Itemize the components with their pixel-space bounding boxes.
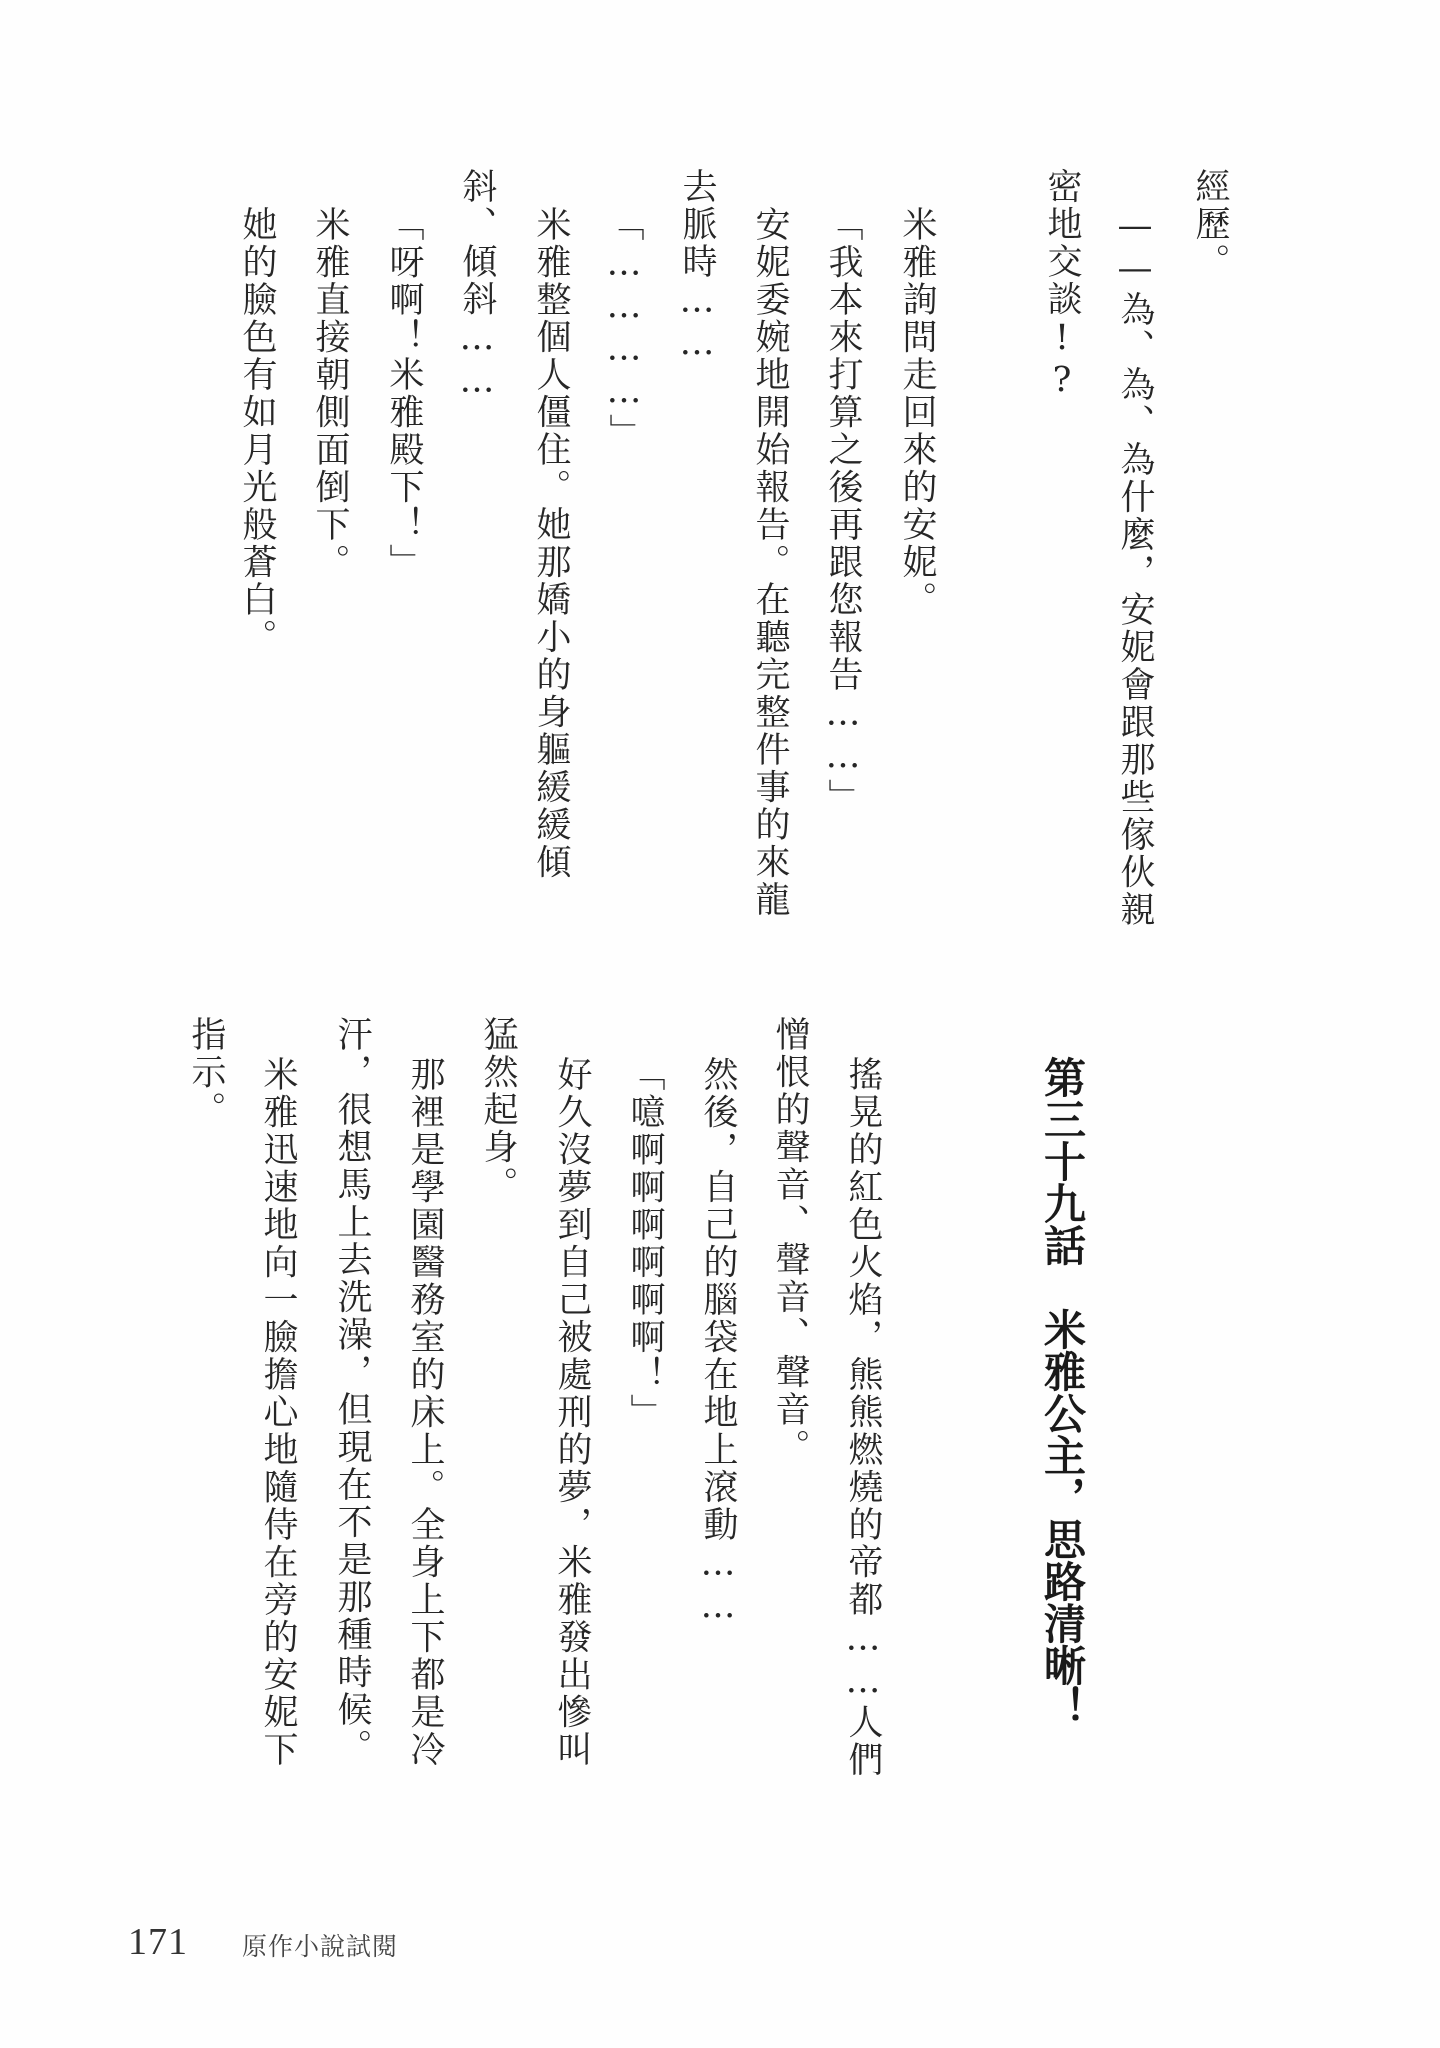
text-column-upper-5: 「我本來打算之後再跟您報告……」 — [823, 206, 863, 816]
text-column-upper-2: ——為、為、為什麼，安妮會跟那些傢伙親 — [1115, 206, 1155, 929]
text-column-upper-11: 「呀啊！米雅殿下！」 — [384, 206, 424, 581]
text-column-lower-8: 汗，很想馬上去洗澡，但現在不是那種時候。 — [332, 1016, 372, 1766]
text-column-lower-4: 「噫啊啊啊啊啊啊！」 — [625, 1056, 665, 1431]
chapter-title: 第三十九話 米雅公主，思路清晰！ — [1038, 1056, 1087, 1728]
text-column-upper-1: 經歷。 — [1190, 168, 1230, 281]
text-column-lower-2: 憎恨的聲音、聲音、聲音。 — [770, 1016, 810, 1466]
text-column-upper-13: 她的臉色有如月光般蒼白。 — [237, 206, 277, 656]
text-column-lower-9: 米雅迅速地向一臉擔心地隨侍在旁的安妮下 — [258, 1056, 298, 1769]
text-column-upper-8: 「…………」 — [604, 206, 644, 451]
page-number: 171 — [128, 1921, 188, 1963]
text-column-lower-5: 好久沒夢到自己被處刑的夢，米雅發出慘叫 — [552, 1056, 592, 1769]
text-column-lower-6: 猛然起身。 — [478, 1016, 518, 1204]
text-column-upper-10: 斜、傾斜…… — [457, 168, 497, 403]
section-label: 原作小說試閱 — [242, 1932, 399, 1961]
text-column-upper-4: 米雅詢問走回來的安妮。 — [897, 206, 937, 619]
text-column-upper-3: 密地交談!? — [1042, 168, 1082, 403]
text-column-upper-9: 米雅整個人僵住。她那嬌小的身軀緩緩傾 — [531, 206, 571, 881]
text-column-lower-3: 然後，自己的腦袋在地上滾動…… — [698, 1056, 738, 1629]
text-column-upper-6: 安妮委婉地開始報告。在聽完整件事的來龍 — [750, 206, 790, 919]
text-column-upper-7: 去脈時…… — [677, 168, 717, 366]
text-column-upper-12: 米雅直接朝側面倒下。 — [310, 206, 350, 581]
text-column-lower-10: 指示。 — [186, 1016, 226, 1129]
text-column-lower-7: 那裡是學園醫務室的床上。全身上下都是冷 — [405, 1056, 445, 1769]
text-column-lower-1: 搖晃的紅色火焰，熊熊燃燒的帝都……人們 — [843, 1056, 883, 1779]
